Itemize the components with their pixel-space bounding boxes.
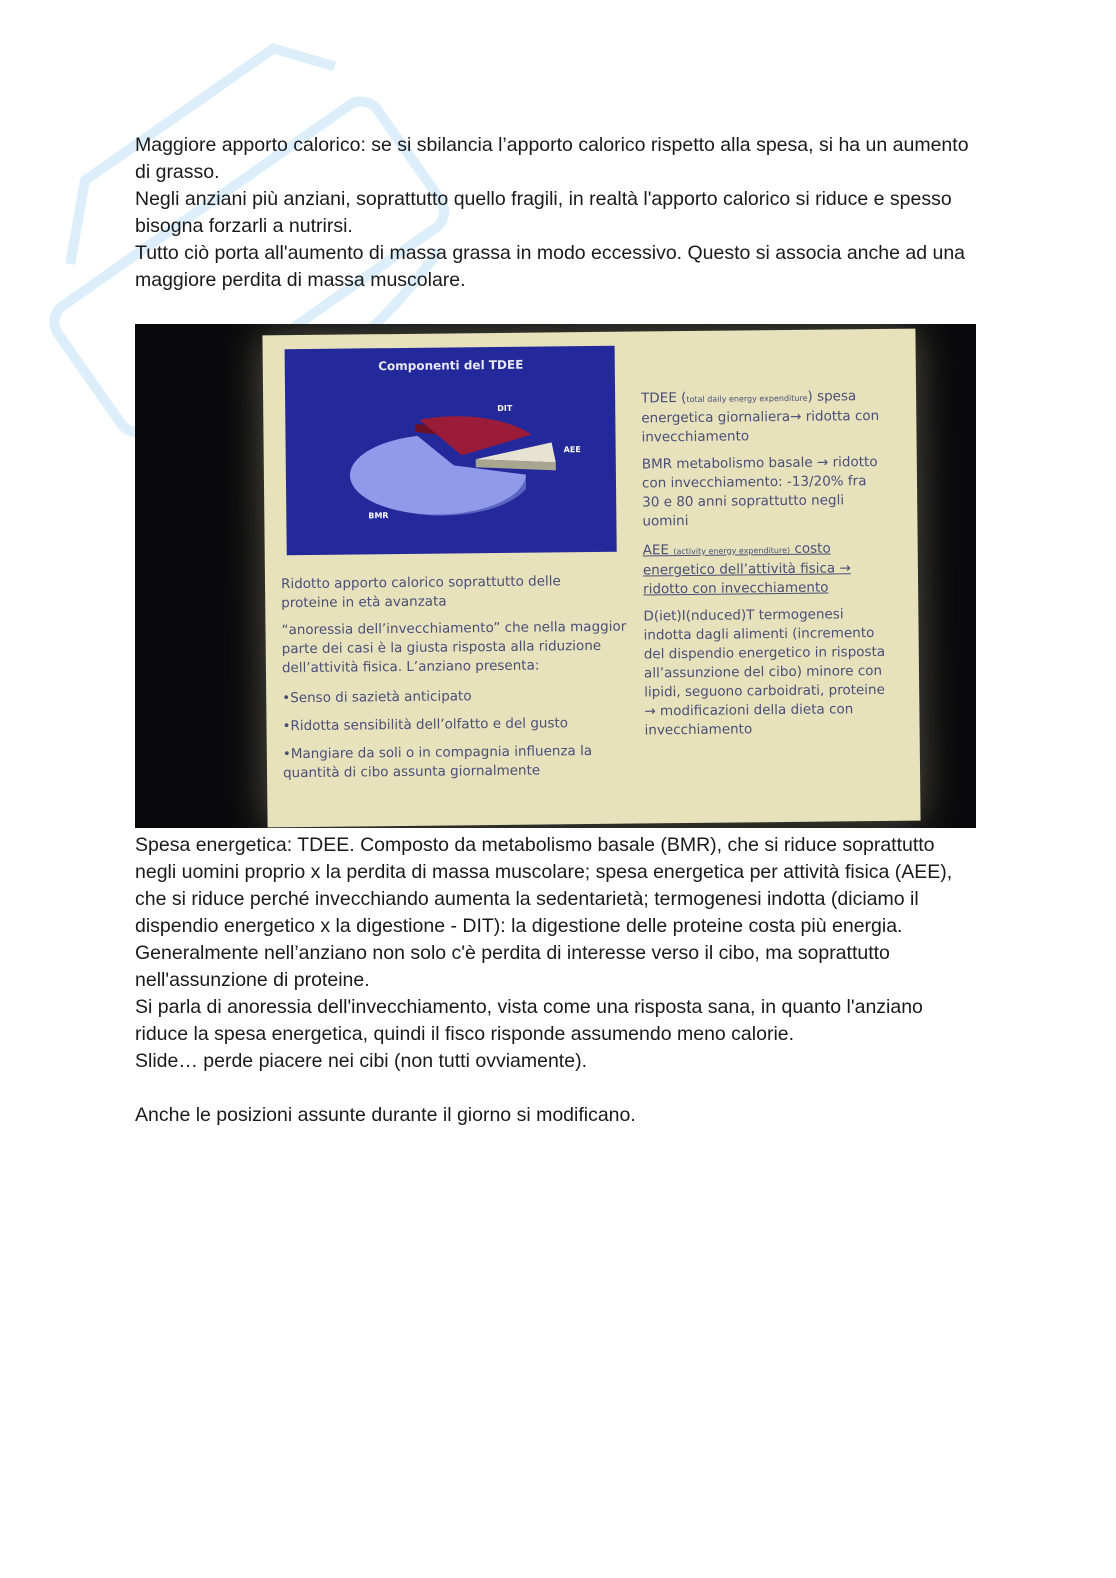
slide-text-olfatto: •Ridotta sensibilità dell’olfatto e del gusto <box>282 715 569 735</box>
slide-text-sazieta: •Senso di sazietà anticipato <box>282 688 472 707</box>
projected-slide <box>262 329 920 828</box>
paragraph-posizioni: Anche le posizioni assunte durante il giorno si modificano. <box>135 1104 636 1126</box>
slide-text-bmr: BMR metabolismo basale → ridotto con invecchiamento: -13/20% fra 30 e 80 anni soprattutto negli uomini <box>641 453 878 530</box>
paragraph-slide-piacere: Slide… perde piacere nei cibi (non tutti ovviamente). <box>135 1050 587 1072</box>
bmr-label: BMR <box>368 511 389 521</box>
chart-title: Componenti del TDEE <box>378 357 524 374</box>
slide-text-tdee: TDEE (total daily energy expenditure) spesa energetica giornaliera→ ridotta con invecchiamento <box>641 388 880 446</box>
dit-label: DIT <box>497 403 513 413</box>
paragraph-spesa-energetica: Spesa energetica: TDEE. Composto da metabolismo basale (BMR), che si riduce soprattutto negli uomini proprio x la perdita di massa muscolare; spesa energetica per attività fisica (AEE), che si riduce perché invecchiando aumenta la sedentarietà; termogenesi indotta (diciamo il dispendio energetico x la digestione - DIT): la digestione delle proteine costa più energia. Generalmente nell’anziano non solo c'è perdita di interesse verso il cibo, ma soprattutto nell'assunzione di proteine. <box>135 834 953 991</box>
paragraph-apporto-calorico: Maggiore apporto calorico: se si sbilancia l’apporto calorico rispetto alla spesa, si ha un aumento di grasso. <box>135 134 969 183</box>
paragraph-anziani-fragili: Negli anziani più anziani, soprattutto quello fragili, in realtà l'apporto calorico si riduce e spesso bisogna forzarli a nutrirsi. <box>135 188 952 237</box>
slide-text-mangiare: •Mangiare da soli o in compagnia influenza la quantità di cibo assunta giornalmente <box>282 743 593 782</box>
slide-text-aee: AEE (activity energy expenditure) costo energetico dell’attività fisica → ridotto con invecchiamento <box>642 540 851 598</box>
tdee-pie-chart <box>285 346 617 555</box>
aee-label: AEE <box>563 445 581 455</box>
slide-text-anoressia: “anoressia dell’invecchiamento” che nella maggior parte dei casi è la giusta risposta alla riduzione dell’attività fisica. L’anziano presenta: <box>281 618 627 677</box>
paragraph-massa-grassa: Tutto ciò porta all'aumento di massa grassa in modo eccessivo. Questo si associa anche ad una maggiore perdita di massa muscolare. <box>135 242 966 291</box>
slide-text-dit: D(iet)I(nduced)T termogenesi indotta dagli alimenti (incremento del dispendio energetico in risposta all’assunzione del cibo) minore con lipidi, seguono carboidrati, proteine → modificazioni della dieta con invecchiamento <box>643 606 886 739</box>
slide-text-ridotto-apporto: Ridotto apporto calorico soprattutto delle proteine in età avanzata <box>280 573 561 612</box>
dit-slice <box>419 415 531 455</box>
paragraph-anoressia: Si parla di anoressia dell'invecchiamento, vista come una risposta sana, in quanto l'anziano riduce la spesa energetica, quindi il fisco risponde assumendo meno calorie. <box>135 996 923 1045</box>
slide-photo <box>135 324 976 828</box>
